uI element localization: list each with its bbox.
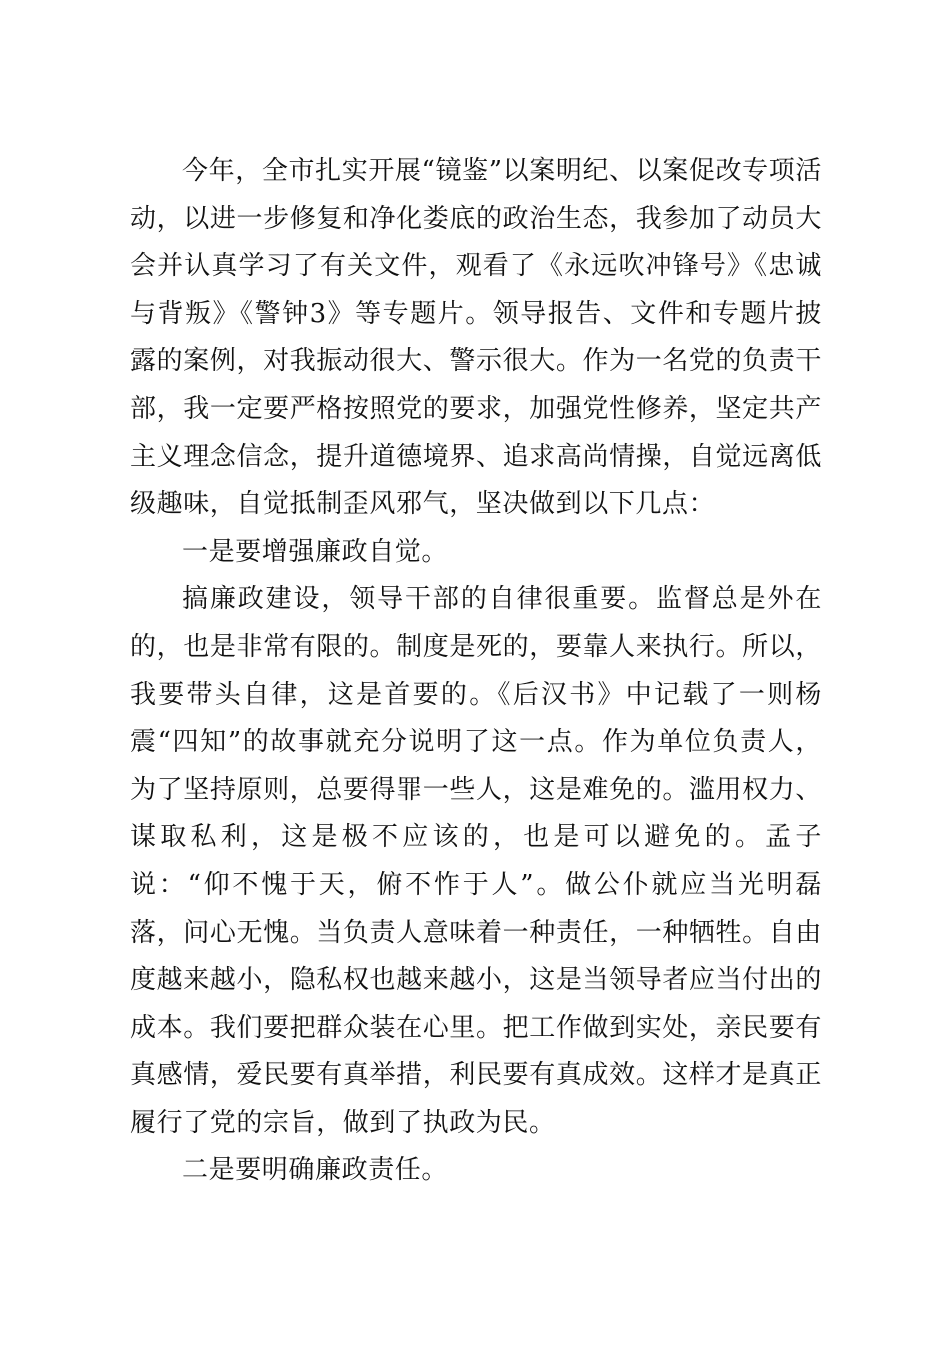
section-heading-1: 一是要增强廉政自觉。 [182,536,449,567]
paragraph-intro: 今年，全市扎实开展“镜鉴”以案明纪、以案促改专项活动，以进一步修复和净化娄底的政治生态，我参加了动员大会并认真学习了有关文件，观看了《永远吹冲锋号》《忠诚与背叛》《警钟3》等专题片。领导报告、文件和专题片披露的案例，对我振动很大、警示很大。作为一名党的负责干部，我一定要严格按照党的要求，加强党性修养，坚定共产主义理念信念，提升道德境界、追求高尚情操，自觉远离低级趣味，自觉抵制歪风邪气，坚决做到以下几点： [130,156,822,520]
section-heading-2: 二是要明确廉政责任。 [182,1155,449,1186]
paragraph-self-discipline: 搞廉政建设，领导干部的自律很重要。监督总是外在的，也是非常有限的。制度是死的，要靠人来执行。所以，我要带头自律，这是首要的。《后汉书》中记载了一则杨震“四知”的故事就充分说明了这一点。作为单位负责人，为了坚持原则，总要得罪一些人，这是难免的。滥用权力、谋取私利，这是极不应该的，也是可以避免的。孟子说：“仰不愧于天，俯不怍于人”。做公仆就应当光明磊落，问心无愧。当负责人意味着一种责任，一种牺牲。自由度越来越小，隐私权也越来越小，这是当领导者应当付出的成本。我们要把群众装在心里。把工作做到实处，亲民要有真感情，爱民要有真举措，利民要有真成效。这样才是真正履行了党的宗旨，做到了执政为民。 [130,584,822,1138]
document-body [130,148,822,1195]
